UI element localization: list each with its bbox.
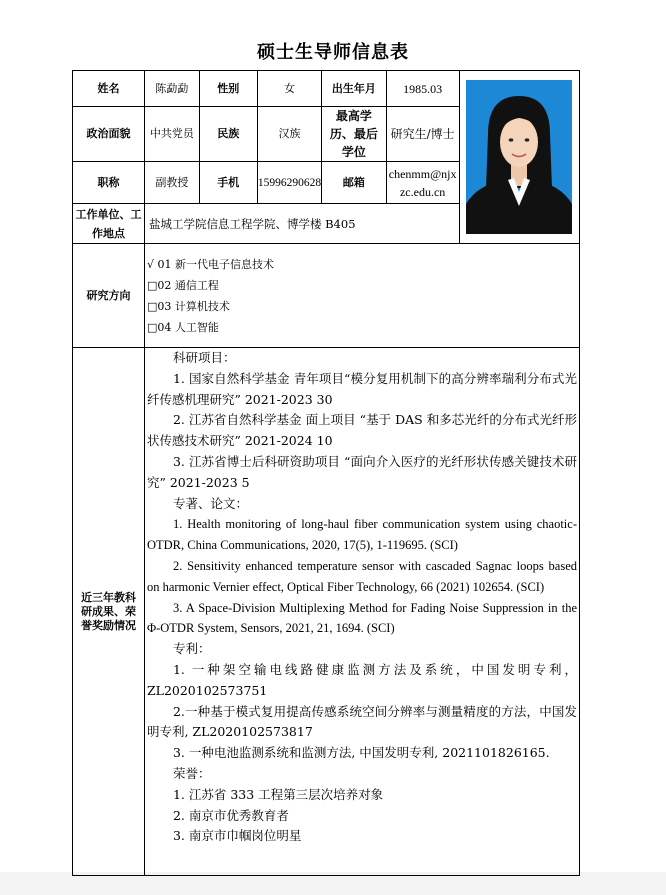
- research-item: □02 通信工程: [146, 278, 219, 292]
- paper-item: 2. Sensitivity enhanced temperature sensor with cascaded Sagnac loops based on harmonic Vernier effect, Optical Fiber Technology, 66 (2021) 102654. (SCI): [146, 558, 577, 594]
- work-label: 工作单位、工作地点: [73, 204, 145, 244]
- ethnicity-value: 汉族: [257, 107, 321, 162]
- project-item: 3. 江苏省博士后科研资助项目 “面向介入医疗的光纤形状传感关键技术研究” 2021-2023 5: [146, 453, 577, 490]
- title-label: 职称: [73, 162, 145, 204]
- patent-item: 3. 一种电池监测系统和监测方法, 中国发明专利, 2021101826165.: [172, 745, 550, 761]
- achievements-content: [144, 348, 579, 876]
- gender-value: 女: [257, 71, 321, 107]
- name-label: 姓名: [73, 71, 145, 107]
- project-item: 2. 江苏省自然科学基金 面上项目 “基于 DAS 和多芯光纤的分布式光纤形状传感技术研究” 2021-2024 10: [146, 412, 577, 449]
- project-item: 1. 国家自然科学基金 青年项目“模分复用机制下的高分辨率瑞利分布式光纤传感机理研究” 2021-2023 30: [146, 370, 577, 407]
- research-item: √ 01 新一代电子信息技术: [146, 257, 274, 271]
- ethnicity-label: 民族: [199, 107, 257, 162]
- email-value: chenmm@njxzc.edu.cn: [386, 162, 459, 204]
- research-item: □04 人工智能: [146, 320, 219, 334]
- honors-heading: 荣誉：: [172, 765, 211, 781]
- patent-item: 1. 一种架空输电线路健康监测方法及系统，中国发明专利，ZL2020102573751: [146, 661, 577, 698]
- gender-label: 性别: [199, 71, 257, 107]
- birth-label: 出生年月: [322, 71, 386, 107]
- achievements-label: 近三年教科研成果、荣誉奖励情况: [73, 348, 145, 876]
- paper-item: 1. Health monitoring of long-haul fiber communication system using chaotic-OTDR, China Communications, 2020, 17(5), 1-119695. (SCI): [146, 517, 577, 553]
- research-item: □03 计算机技术: [146, 299, 230, 313]
- research-label: 研究方向: [73, 244, 145, 348]
- title-value: 副教授: [144, 162, 199, 204]
- email-label: 邮箱: [322, 162, 386, 204]
- work-value: 盐城工学院信息工程学院、博学楼 B405: [144, 204, 459, 244]
- phone-label: 手机: [199, 162, 257, 204]
- projects-heading: 科研项目：: [172, 350, 236, 365]
- honor-item: 3. 南京市巾帼岗位明星: [172, 828, 302, 844]
- patents-heading: 专利：: [172, 641, 211, 657]
- portrait-photo: [466, 80, 572, 234]
- education-label: 最高学历、最后学位: [322, 107, 386, 162]
- political-label: 政治面貌: [73, 107, 145, 162]
- patent-item: 2.一种基于模式复用提高传感系统空间分辨率与测量精度的方法，中国发明专利, ZL2020102573817: [146, 703, 577, 740]
- info-table: [72, 70, 580, 876]
- honor-item: 2. 南京市优秀教育者: [172, 807, 289, 823]
- political-value: 中共党员: [144, 107, 199, 162]
- research-list: [144, 244, 579, 348]
- name-value: 陈勐勐: [144, 71, 199, 107]
- honor-item: 1. 江苏省 333 工程第三层次培养对象: [172, 786, 384, 802]
- papers-heading: 专著、论文：: [172, 495, 248, 511]
- paper-item: 3. A Space-Division Multiplexing Method for Fading Noise Suppression in the Φ-OTDR System, Sensors, 2021, 21, 1694. (SCI): [146, 600, 577, 636]
- form-title: 硕士生导师信息表: [257, 42, 409, 63]
- photo-cell: [459, 71, 579, 244]
- education-value: 研究生/博士: [386, 107, 459, 162]
- phone-value: 15996290628: [257, 162, 321, 204]
- birth-value: 1985.03: [386, 71, 459, 107]
